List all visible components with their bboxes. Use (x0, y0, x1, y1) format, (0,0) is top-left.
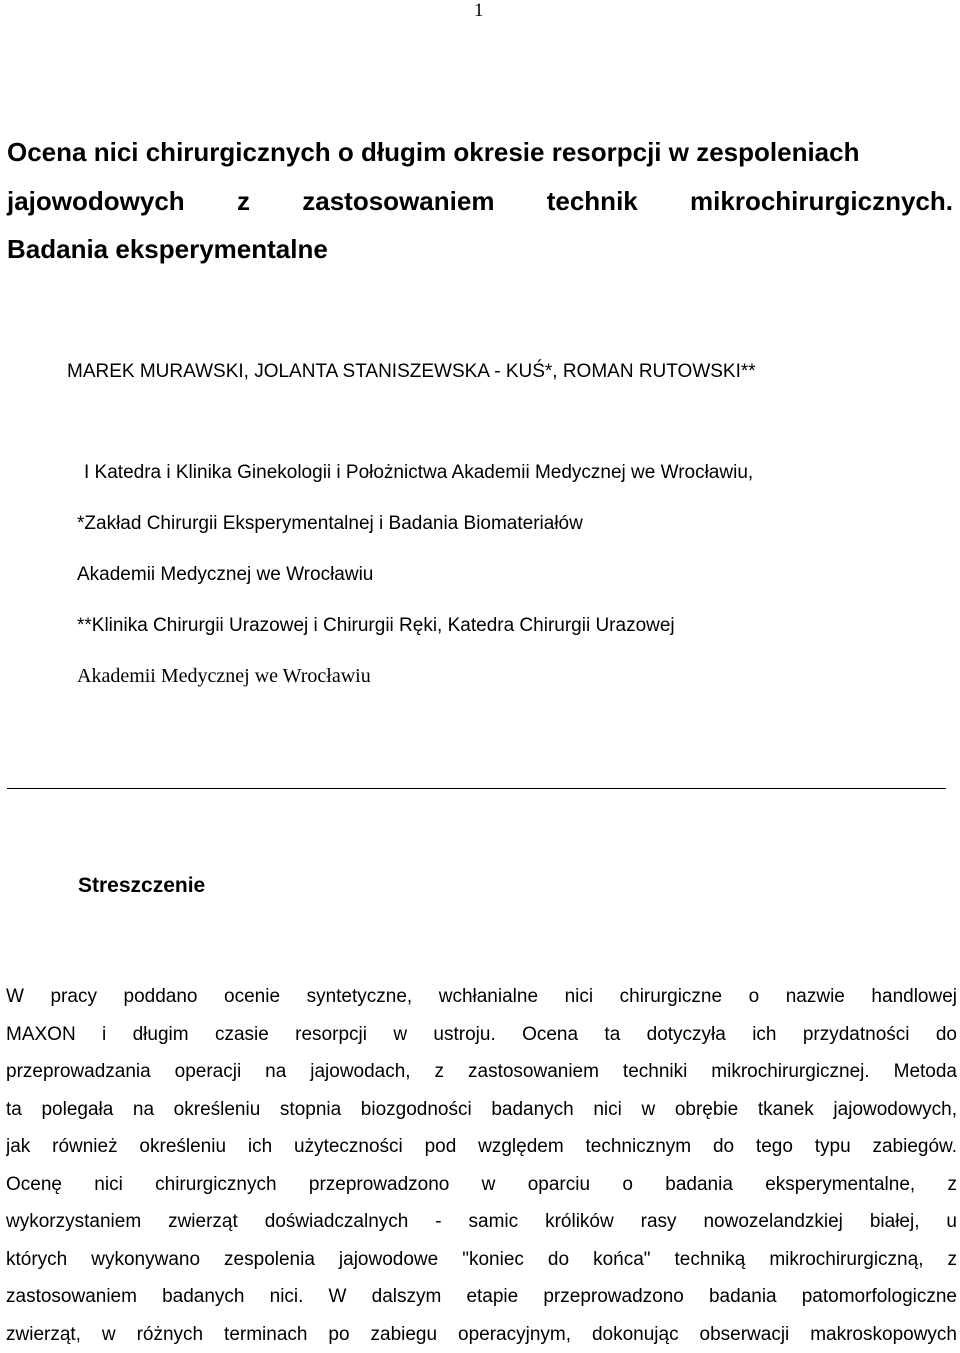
affiliation-4: **Klinika Chirurgii Urazowej i Chirurgii Ręki, Katedra Chirurgii Urazowej (77, 615, 675, 637)
abstract-line: zastosowaniem badanych nici. W dalszym etapie przeprowadzono badania patomorfologiczne (6, 1278, 957, 1316)
affiliation-5: Akademii Medycznej we Wrocławiu (77, 665, 371, 688)
page-number: 1 (474, 0, 484, 22)
affiliation-2: *Zakład Chirurgii Eksperymentalnej i Badania Biomateriałów (77, 513, 583, 535)
abstract-line: wykorzystaniem zwierząt doświadczalnych - samic królików rasy nowozelandzkiej białej, u (6, 1203, 957, 1241)
authors: MAREK MURAWSKI, JOLANTA STANISZEWSKA - KUŚ*, ROMAN RUTOWSKI** (67, 361, 756, 383)
abstract-body (6, 978, 957, 1353)
abstract-line: jak również określeniu ich użyteczności pod względem technicznym do tego typu zabiegów. (6, 1128, 957, 1166)
abstract-line: zwierząt, w różnych terminach po zabiegu operacyjnym, dokonując obserwacji makroskopowych (6, 1316, 957, 1353)
title-line-2: jajowodowych z zastosowaniem technik mikrochirurgicznych. (7, 186, 953, 217)
title-line-3: Badania eksperymentalne (7, 234, 328, 265)
abstract-line: W pracy poddano ocenie syntetyczne, wchłanialne nici chirurgiczne o nazwie handlowej (6, 978, 957, 1016)
affiliation-3: Akademii Medycznej we Wrocławiu (77, 564, 373, 586)
title-line-1: Ocena nici chirurgicznych o długim okresie resorpcji w zespoleniach (7, 137, 859, 168)
abstract-line: ta polegała na określeniu stopnia biozgodności badanych nici w obrębie tkanek jajowodowych, (6, 1091, 957, 1129)
abstract-line: przeprowadzania operacji na jajowodach, z zastosowaniem techniki mikrochirurgicznej. Metoda (6, 1053, 957, 1091)
abstract-line: Ocenę nici chirurgicznych przeprowadzono w oparciu o badania eksperymentalne, z (6, 1166, 957, 1204)
abstract-heading: Streszczenie (78, 874, 205, 898)
affiliation-1: I Katedra i Klinika Ginekologii i Położnictwa Akademii Medycznej we Wrocławiu, (84, 462, 753, 484)
abstract-line: MAXON i długim czasie resorpcji w ustroju. Ocena ta dotyczyła ich przydatności do (6, 1016, 957, 1054)
abstract-line: których wykonywano zespolenia jajowodowe "koniec do końca" techniką mikrochirurgiczną, z (6, 1241, 957, 1279)
horizontal-rule (7, 788, 946, 789)
